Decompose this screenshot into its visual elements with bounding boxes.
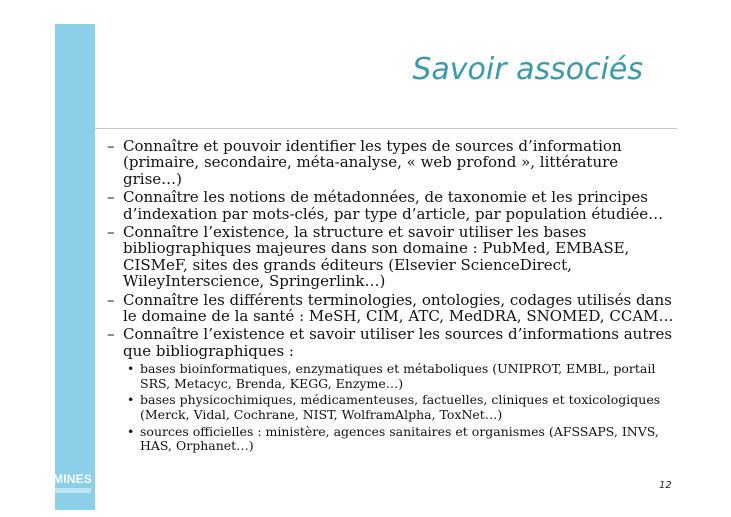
list-item xyxy=(100,138,680,187)
dash-marker: – xyxy=(107,188,115,207)
bullet-marker: • xyxy=(127,361,135,377)
list-item xyxy=(100,224,680,290)
list-item xyxy=(100,292,680,325)
accent-sidebar xyxy=(55,24,95,510)
page-number: 12 xyxy=(659,480,672,491)
list-item-text: Connaître les notions de métadonnées, de taxonomie et les principes d’indexation par mots-clés, par type d’article, par population étudiée… xyxy=(123,188,664,223)
dash-marker: – xyxy=(107,325,115,344)
dash-marker: – xyxy=(107,290,115,309)
sub-list-item xyxy=(123,425,680,454)
list-item-text: Connaître l’existence et savoir utiliser les sources d’informations autres que bibliographiques : xyxy=(123,325,673,360)
list-item-text: Connaître les différents terminologies, ontologies, codages utilisés dans le domaine de la santé : MeSH, CIM, ATC, MedDRA, SNOMED, CCAM… xyxy=(123,290,674,326)
sub-list-item xyxy=(123,362,680,391)
sub-list-item xyxy=(123,393,680,422)
content-list xyxy=(100,138,680,456)
list-item xyxy=(100,326,680,453)
logo-underline xyxy=(55,488,91,493)
list-item-text: Connaître et pouvoir identifier les types de sources d’information (primaire, secondaire, méta-analyse, « web profond », littérature grise…) xyxy=(123,137,622,188)
sub-list-item-text: bases physicochimiques, médicamenteuses, factuelles, cliniques et toxicologiques (Merck, Vidal, Cochrane, NIST, WolframAlpha, ToxNet…) xyxy=(140,392,661,423)
sub-list-item-text: bases bioinformatiques, enzymatiques et métaboliques (UNIPROT, EMBL, portail SRS, Metacyc, Brenda, KEGG, Enzyme…) xyxy=(140,361,656,391)
bullet-marker: • xyxy=(127,392,135,408)
slide-title: Savoir associés xyxy=(412,52,643,87)
title-divider xyxy=(95,128,677,129)
dash-marker: – xyxy=(107,137,115,155)
sub-list xyxy=(123,362,680,454)
dash-marker: – xyxy=(107,223,115,242)
sub-list-item-text: sources officielles : ministère, agences sanitaires et organismes (AFSSAPS, INVS, HAS, Orphanet…) xyxy=(140,423,659,454)
bullet-marker: • xyxy=(127,423,135,439)
list-item-text: Connaître l’existence, la structure et savoir utiliser les bases bibliographiques majeures dans son domaine : PubMed, EMBASE, CISMeF, sites des grands éditeurs (Elsevier ScienceDirect, WileyInterscience, Springerlink…) xyxy=(123,223,630,291)
mines-logo xyxy=(53,470,101,500)
list-item xyxy=(100,189,680,222)
logo-text: MINES xyxy=(53,472,93,486)
